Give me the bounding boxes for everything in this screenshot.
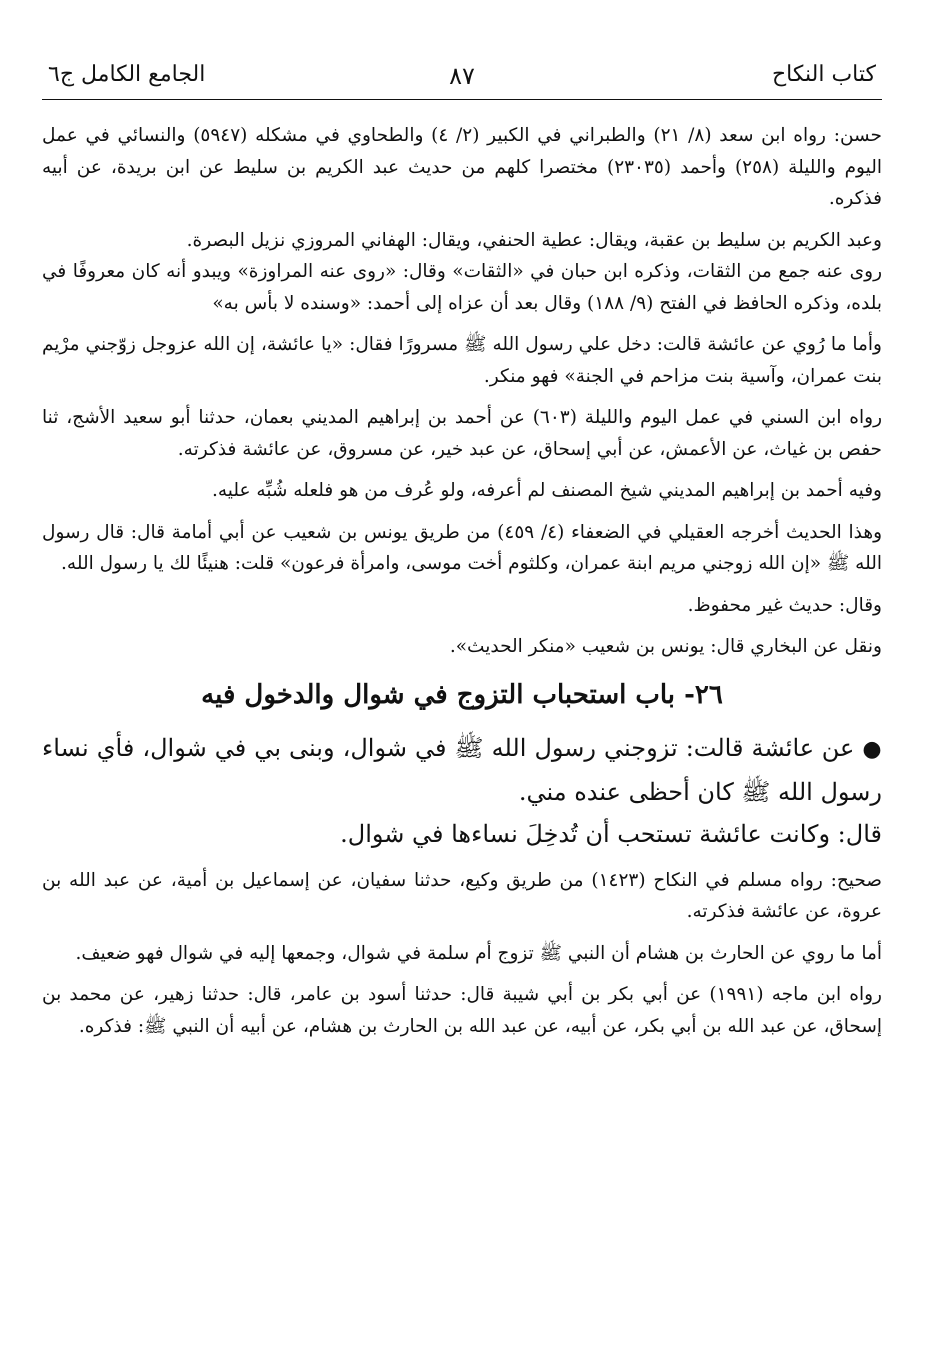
hadith-text (42, 727, 882, 813)
footnote-paragraph: وأما ما رُوي عن عائشة قالت: دخل علي رسول الله ﷺ مسرورًا فقال: «يا عائشة، إن الله عزوجل زوّجني مرْيم بنت عمران، وآسية بنت مزاحم في الجنة» فهو منكر. (42, 334, 882, 387)
footnote-paragraph: وهذا الحديث أخرجه العقيلي في الضعفاء (٤/ ٤٥٩) من طريق يونس بن شعيب عن أبي أمامة قال: قال رسول الله ﷺ «إن الله زوجني مريم ابنة عمران، وكلثوم أخت موسى، وامرأة فرعون» قلت: هنيئًا لك يا رسول الله. (42, 521, 883, 574)
takhrij-note: رواه ابن ماجه (١٩٩١) عن أبي بكر بن أبي شيبة قال: حدثنا أسود بن عامر، قال: حدثنا زهير، عن محمد بن إسحاق، عن عبد الله بن أبي بكر، عن أبيه، عن عبد الله بن الحارث بن هشام، عن أبيه أن النبي ﷺ: فذكره. (42, 984, 882, 1037)
footnote-paragraph: رواه ابن السني في عمل اليوم والليلة (٦٠٣) عن أحمد بن إبراهيم المديني بعمان، حدثنا أبو سعيد الأشج، ثنا حفص بن غياث، عن الأعمش، عن أبي إسحاق، عن عبد خير، عن مسروق، عن عائشة فذكرته. (42, 407, 883, 460)
hadith-body: عن عائشة قالت: تزوجني رسول الله ﷺ في شوال، وبنى بي في شوال، فأي نساء رسول الله ﷺ كان أحظى عنده مني. (42, 733, 882, 806)
header-rule (42, 99, 882, 100)
hadith-continuation: قال: وكانت عائشة تستحب أن تُدخِلَ نساءها في شوال. (340, 819, 882, 848)
running-header (42, 52, 882, 102)
book-title: كتاب النكاح (771, 62, 876, 87)
takhrij-note: صحيح: رواه مسلم في النكاح (١٤٢٣) من طريق وكيع، حدثنا سفيان، عن إسماعيل بن أمية، عن عبد الله بن عروة، عن عائشة فذكرته. (42, 869, 882, 922)
footnote-paragraph: وفيه أحمد بن إبراهيم المديني شيخ المصنف لم أعرفه، ولو عُرف من هو فلعله شُبِّه عليه. (211, 480, 882, 501)
page-number: ٨٧ (449, 62, 475, 90)
bullet-icon: ● (862, 736, 882, 762)
footnote-paragraph: وقال: حديث غير محفوظ. (687, 594, 882, 616)
chapter-heading: ٢٦- باب استحباب التزوج في شوال والدخول فيه (201, 679, 723, 710)
page-body (42, 120, 882, 1042)
footnote-paragraph: وعبد الكريم بن سليط بن عقبة، ويقال: عطية الحنفي، ويقال: الهفاني المروزي نزيل البصرة. (186, 229, 882, 251)
footnote-paragraph: ونقل عن البخاري قال: يونس بن شعيب «منكر الحديث». (449, 636, 882, 657)
volume-title: الجامع الكامل ج٦ (48, 62, 206, 87)
footnote-paragraph: روى عنه جمع من الثقات، وذكره ابن حبان في «الثقات» وقال: «روى عنه المراوزة» ويبدو أنه كان معروفًا في بلده، وذكره الحافظ في الفتح (٩/ ١٨٨) وقال بعد أن عزاه إلى أحمد: «وسنده لا بأس به» (42, 261, 882, 314)
footnote-paragraph: حسن: رواه ابن سعد (٨/ ٢١) والطبراني في الكبير (٢/ ٤) والطحاوي في مشكله (٥٩٤٧) والنسائي في عمل اليوم والليلة (٢٥٨) وأحمد (٢٣٠٣٥) مختصرا كلهم من حديث عبد الكريم بن سليط عن ابن بريدة، عن أبيه فذكره. (42, 125, 882, 209)
takhrij-note: أما ما روي عن الحارث بن هشام أن النبي ﷺ تزوج أم سلمة في شوال، وجمعها إليه في شوال فهو ضعيف. (75, 942, 882, 964)
book-page (42, 52, 882, 1042)
